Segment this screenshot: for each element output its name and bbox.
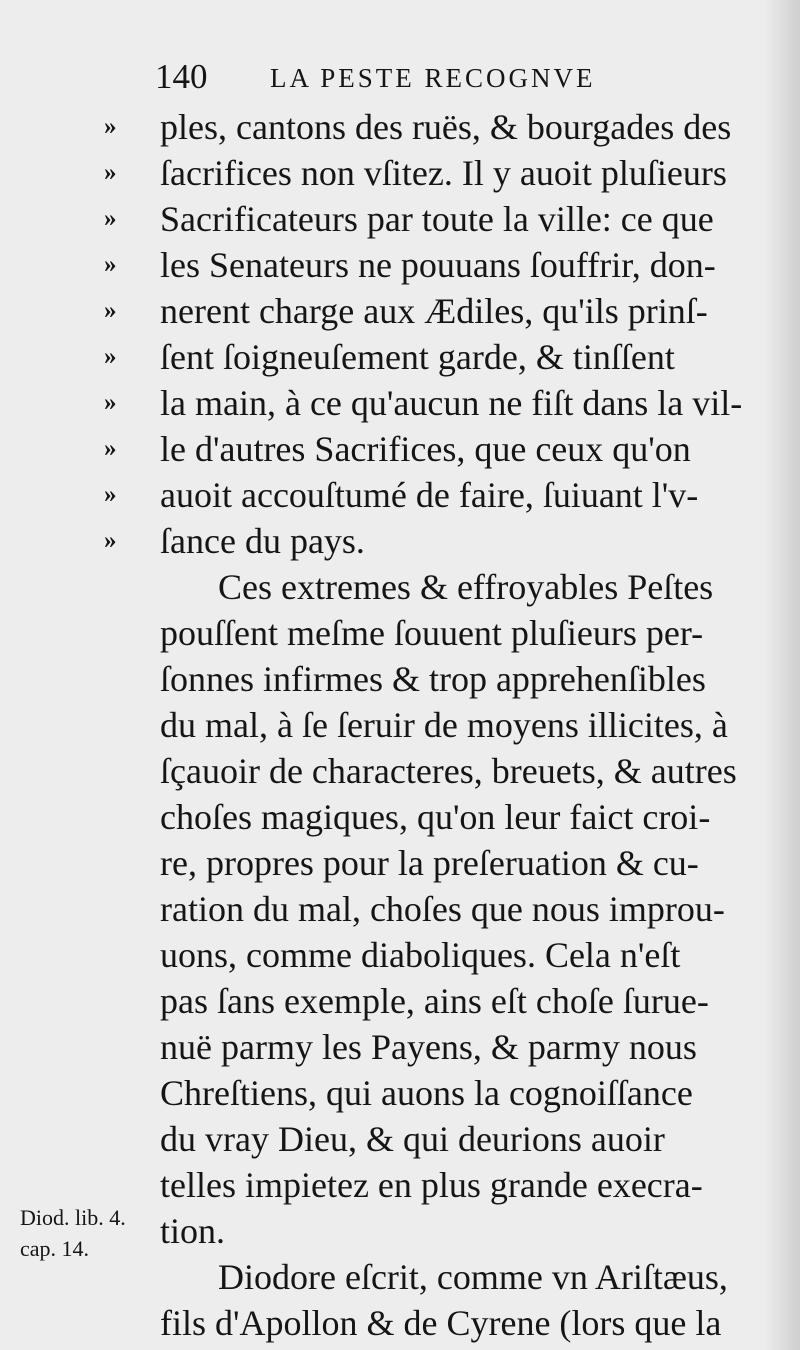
page-header: [0, 55, 800, 103]
text-line: les Senateurs ne pouuans ſouffrir, don-: [160, 245, 716, 285]
text-line: re, propres pour la preſeruation & cu-: [160, 843, 699, 883]
text-line: choſes magiques, qu'on leur faict croi-: [160, 797, 711, 837]
quotation-mark: »: [104, 481, 117, 508]
text-line: la main, à ce qu'aucun ne fiſt dans la vil-: [160, 383, 743, 423]
text-line: pouſſent meſme ſouuent pluſieurs per-: [160, 613, 704, 653]
text-line: Chreſtiens, qui auons la cognoiſſance: [160, 1073, 693, 1113]
quotation-mark: »: [104, 343, 117, 370]
text-line: ſent ſoigneuſement garde, & tinſſent: [160, 337, 675, 377]
text-line: tion.: [160, 1211, 226, 1251]
text-line: nuë parmy les Payens, & parmy nous: [160, 1027, 697, 1067]
text-line: fils d'Apollon & de Cyrene (lors que la: [160, 1303, 722, 1343]
paragraph-first-line: Ces extremes & effroyables Peſtes: [218, 567, 714, 607]
text-line: du mal, à ſe ſeruir de moyens illicites, à: [160, 705, 728, 745]
main-text-block: [160, 104, 768, 1346]
text-line: nerent charge aux Ædiles, qu'ils prinſ-: [160, 291, 708, 331]
margin-note: [20, 1202, 160, 1264]
quotation-mark: »: [104, 527, 117, 554]
text-line: ration du mal, choſes que nous improu-: [160, 889, 725, 929]
text-line: uons, comme diaboliques. Cela n'eſt: [160, 935, 681, 975]
quotation-mark: »: [104, 159, 117, 186]
running-title: LA PESTE RECOGNVE: [270, 63, 596, 93]
text-line: ſonnes infirmes & trop apprehenſibles: [160, 659, 706, 699]
text-line: telles impietez en plus grande execra-: [160, 1165, 703, 1205]
paragraph-first-line: Diodore eſcrit, comme vn Ariſtæus,: [218, 1257, 728, 1297]
quotation-mark: »: [104, 205, 117, 232]
margin-note-line: Diod. lib. 4.: [20, 1205, 126, 1230]
text-line: du vray Dieu, & qui deurions auoir: [160, 1119, 665, 1159]
text-line: ples, cantons des ruës, & bourgades des: [160, 107, 732, 147]
text-line: ſance du pays.: [160, 521, 365, 561]
quotation-mark: »: [104, 113, 117, 140]
quotation-marks-column: [104, 104, 149, 564]
quotation-mark: »: [104, 297, 117, 324]
page-number: 140: [155, 57, 208, 96]
text-line: ſçauoir de characteres, breuets, & autres: [160, 751, 737, 791]
margin-note-line: cap. 14.: [20, 1236, 90, 1261]
text-line: auoit accouſtumé de faire, ſuiuant l'v-: [160, 475, 699, 515]
text-line: le d'autres Sacrifices, que ceux qu'on: [160, 429, 691, 469]
quotation-mark: »: [104, 251, 117, 278]
text-line: ſacrifices non vſitez. Il y auoit pluſieurs: [160, 153, 727, 193]
quotation-mark: »: [104, 435, 117, 462]
quotation-mark: »: [104, 389, 117, 416]
text-line: pas ſans exemple, ains eſt choſe ſurue-: [160, 981, 709, 1021]
text-line: Sacrificateurs par toute la ville: ce que: [160, 199, 714, 239]
